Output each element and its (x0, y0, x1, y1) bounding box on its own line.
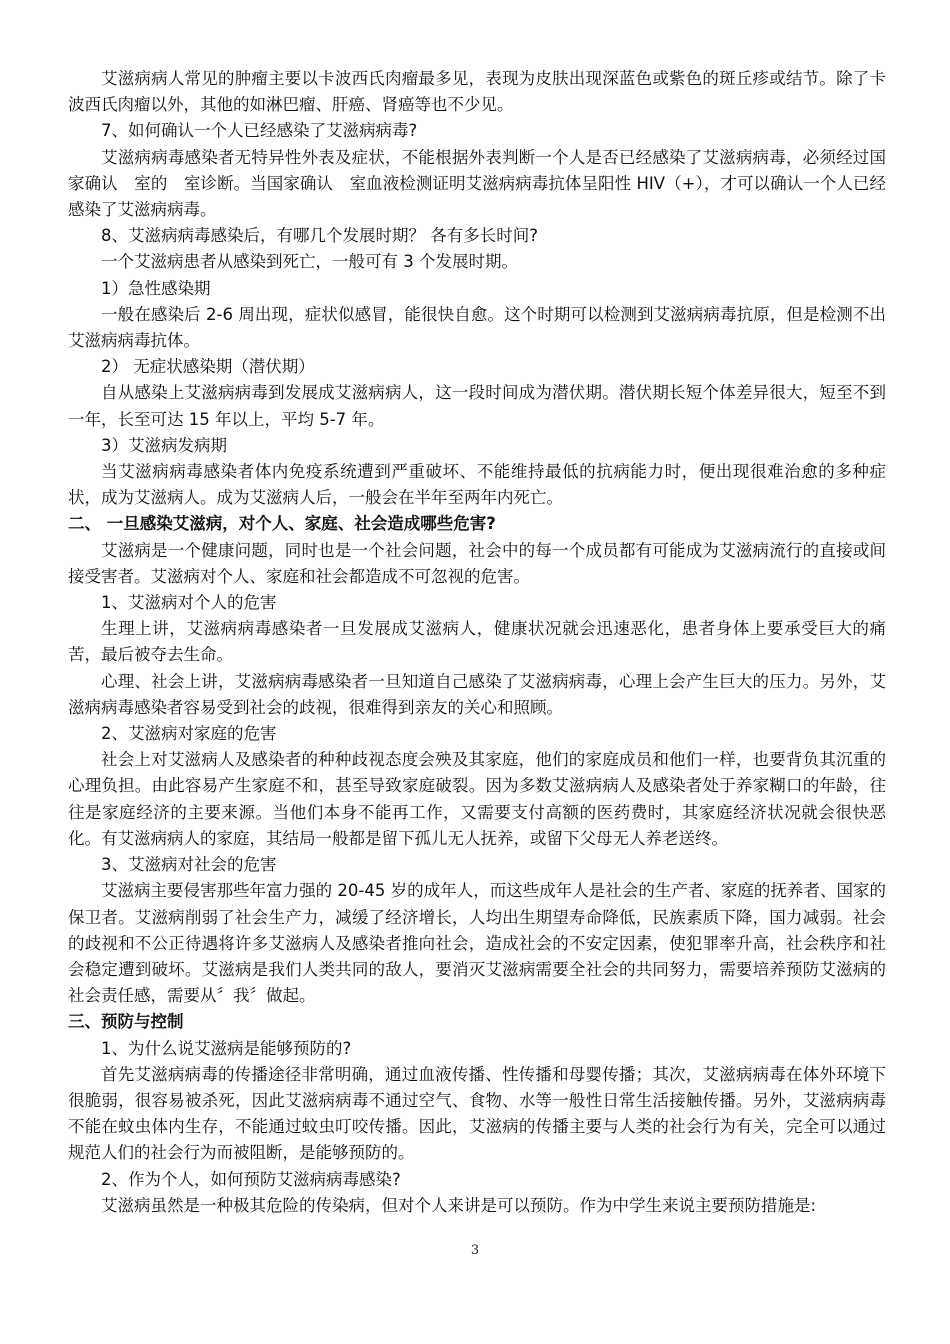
prevention-answer-2: 艾滋病虽然是一种极其危险的传染病，但对个人来讲是可以预防。作为中学生来说主要预防措施是: (101, 1195, 817, 1215)
prevention-question-2: 2、作为个人，如何预防艾滋病病毒感染? (101, 1169, 401, 1189)
harm-society-heading: 3、艾滋病对社会的危害 (101, 855, 277, 875)
page-number: 3 (470, 1243, 480, 1258)
stage-3-heading: 3）艾滋病发病期 (101, 435, 227, 455)
harm-society-text: 艾滋病主要侵害那些年富力强的 20-45 岁的成年人，而这些成年人是社会的生产者、家庭的抚养者、国家的保卫者。艾滋病削弱了社会生产力，减缓了经济增长，人均出生期望寿命降低，民族素质下降，国力减弱。社会的歧视和不公正待遇将许多艾滋病人及感染者推向社会，造成社会的不安定因素，使犯罪率升高，社会秩序和社会稳定遭到破坏。艾滋病是我们人类共同的敌人，要消灭艾滋病需要全社会的共同努力，需要培养预防艾滋病的社会责任感，需要从〞我〞做起。 (68, 881, 886, 1006)
question-8: 8、艾滋病病毒感染后，有哪几个发展时期？ 各有多长时间? (101, 226, 539, 246)
stage-2-text: 自从感染上艾滋病病毒到发展成艾滋病病人，这一段时间成为潜伏期。潜伏期长短个体差异很大，短至不到一年，长至可达 15 年以上，平均 5-7 年。 (68, 383, 886, 429)
stage-2-heading: 2） 无症状感染期（潜伏期） (101, 357, 315, 377)
harm-individual-mental: 心理、社会上讲，艾滋病病毒感染者一旦知道自己感染了艾滋病病毒，心理上会产生巨大的压力。另外，艾滋病病毒感染者容易受到社会的歧视，很难得到亲友的关心和照顾。 (68, 671, 886, 717)
harm-family-text: 社会上对艾滋病人及感染者的种种歧视态度会殃及其家庭，他们的家庭成员和他们一样，也要背负其沉重的心理负担。由此容易产生家庭不和，甚至导致家庭破裂。因为多数艾滋病病人及感染者处于养家糊口的年龄，往往是家庭经济的主要来源。当他们本身不能再工作，又需要支付高额的医药费时，其家庭经济状况就会很快恶化。有艾滋病病人的家庭，其结局一般都是留下孤儿无人抚养，或留下父母无人养老送终。 (68, 750, 886, 848)
prevention-question-1: 1、为什么说艾滋病是能够预防的? (101, 1038, 352, 1058)
section-2-intro: 艾滋病是一个健康问题，同时也是一个社会问题，社会中的每一个成员都有可能成为艾滋病流行的直接或间接受害者。艾滋病对个人、家庭和社会都造成不可忽视的危害。 (68, 540, 886, 586)
paragraph-tumors: 艾滋病病人常见的肿瘤主要以卡波西氏肉瘤最多见，表现为皮肤出现深蓝色或紫色的斑丘疹或结节。除了卡波西氏肉瘤以外，其他的如淋巴瘤、肝癌、肾癌等也不少见。 (68, 69, 886, 115)
page-content (68, 66, 886, 1219)
harm-individual-physical: 生理上讲，艾滋病病毒感染者一旦发展成艾滋病人，健康状况就会迅速恶化，患者身体上要承受巨大的痛苦，最后被夺去生命。 (68, 619, 886, 665)
paragraph-confirmation: 艾滋病病毒感染者无特异性外表及症状，不能根据外表判断一个人是否已经感染了艾滋病病毒，必须经过国家确认 室的 室诊断。当国家确认 室血液检测证明艾滋病病毒抗体呈阳性 HIV（+），才可以确认一个人已经感染了艾滋病病毒。 (68, 147, 886, 220)
stage-1-text: 一般在感染后 2-6 周出现，症状似感冒，能很快自愈。这个时期可以检测到艾滋病病毒抗原，但是检测不出艾滋病病毒抗体。 (68, 304, 886, 351)
stage-3-text: 当艾滋病病毒感染者体内免疫系统遭到严重破坏、不能维持最低的抗病能力时，便出现很难治愈的多种症状，成为艾滋病人。成为艾滋病人后，一般会在半年至两年内死亡。 (68, 462, 886, 508)
harm-individual-heading: 1、艾滋病对个人的危害 (101, 593, 277, 613)
stage-1-heading: 1）急性感染期 (101, 278, 211, 298)
section-3-heading: 三、预防与控制 (68, 1012, 184, 1032)
section-2-heading: 二、 一旦感染艾滋病，对个人、家庭、社会造成哪些危害? (68, 514, 496, 534)
prevention-answer-1: 首先艾滋病病毒的传播途径非常明确，通过血液传播、性传播和母婴传播；其次，艾滋病病毒在体外环境下很脆弱，很容易被杀死，因此艾滋病病毒不通过空气、食物、水等一般性日常生活接触传播。另外，艾滋病病毒不能在蚊虫体内生存，不能通过蚊虫叮咬传播。因此，艾滋病的传播主要与人类的社会行为有关，完全可以通过规范人们的社会行为而被阻断，是能够预防的。 (68, 1064, 886, 1163)
harm-family-heading: 2、艾滋病对家庭的危害 (101, 724, 277, 744)
question-7: 7、如何确认一个人已经感染了艾滋病病毒? (101, 121, 418, 141)
paragraph-three-stages: 一个艾滋病患者从感染到死亡，一般可有 3 个发展时期。 (101, 252, 518, 272)
